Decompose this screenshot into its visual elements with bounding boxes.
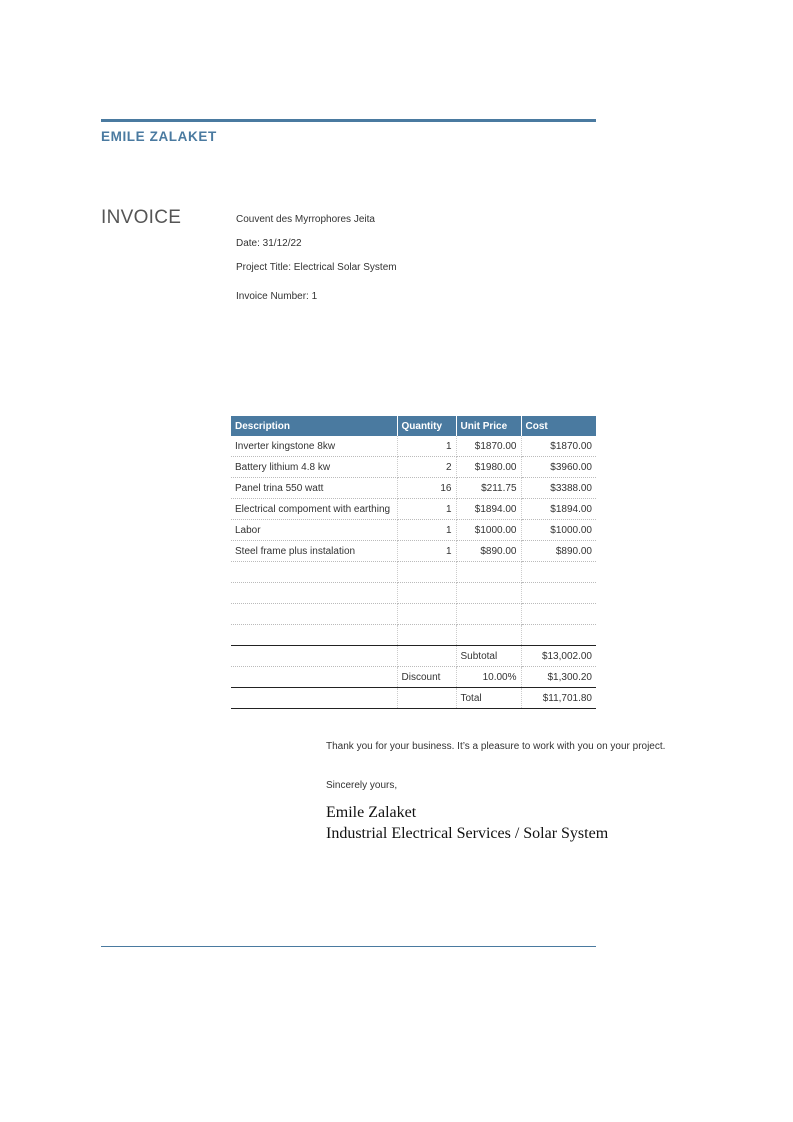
item-unit-price: $211.75 [456, 478, 521, 499]
subtotal-value: $13,002.00 [521, 646, 596, 667]
item-quantity: 2 [397, 457, 456, 478]
item-description: Battery lithium 4.8 kw [231, 457, 397, 478]
subtotal-label: Subtotal [456, 646, 521, 667]
client-address: Couvent des Myrrophores Jeita [236, 214, 375, 225]
item-cost: $3960.00 [521, 457, 596, 478]
project-title: Project Title: Electrical Solar System [236, 262, 397, 273]
item-cost: $1870.00 [521, 436, 596, 457]
item-unit-price: $890.00 [456, 541, 521, 562]
header-description: Description [231, 416, 397, 436]
table-row [231, 478, 596, 499]
subtotal-row [231, 646, 596, 667]
empty-row [231, 583, 596, 604]
empty-row [231, 604, 596, 625]
item-quantity: 1 [397, 541, 456, 562]
item-description: Electrical compoment with earthing [231, 499, 397, 520]
total-value: $11,701.80 [521, 688, 596, 709]
table-row [231, 520, 596, 541]
signature-name: Emile Zalaket [326, 804, 417, 821]
header-rule [101, 119, 596, 122]
item-quantity: 1 [397, 520, 456, 541]
item-unit-price: $1980.00 [456, 457, 521, 478]
closing-salutation: Sincerely yours, [326, 780, 398, 791]
table-row [231, 436, 596, 457]
invoice-table [231, 416, 596, 709]
item-quantity: 1 [397, 436, 456, 457]
discount-value: $1,300.20 [521, 667, 596, 688]
total-label: Total [456, 688, 521, 709]
item-description: Inverter kingstone 8kw [231, 436, 397, 457]
header-cost: Cost [521, 416, 596, 436]
document-title: INVOICE [101, 207, 182, 228]
table-row [231, 541, 596, 562]
item-description: Panel trina 550 watt [231, 478, 397, 499]
invoice-date: Date: 31/12/22 [236, 238, 302, 249]
header-unit-price: Unit Price [456, 416, 521, 436]
brand-name: EMILE ZALAKET [101, 129, 217, 144]
discount-rate: 10.00% [456, 667, 521, 688]
item-unit-price: $1894.00 [456, 499, 521, 520]
discount-label: Discount [397, 667, 456, 688]
item-description: Labor [231, 520, 397, 541]
table-header-row [231, 416, 596, 436]
total-row [231, 688, 596, 709]
discount-row [231, 667, 596, 688]
invoice-number: Invoice Number: 1 [236, 291, 318, 302]
item-cost: $890.00 [521, 541, 596, 562]
empty-row [231, 562, 596, 583]
header-quantity: Quantity [397, 416, 456, 436]
item-cost: $3388.00 [521, 478, 596, 499]
table-row [231, 457, 596, 478]
item-cost: $1000.00 [521, 520, 596, 541]
signature-title: Industrial Electrical Services / Solar System [326, 825, 609, 842]
item-unit-price: $1000.00 [456, 520, 521, 541]
item-description: Steel frame plus instalation [231, 541, 397, 562]
empty-row [231, 625, 596, 646]
item-cost: $1894.00 [521, 499, 596, 520]
footer-rule [101, 946, 596, 947]
item-unit-price: $1870.00 [456, 436, 521, 457]
item-quantity: 1 [397, 499, 456, 520]
item-quantity: 16 [397, 478, 456, 499]
thank-you-note: Thank you for your business. It’s a pleasure to work with you on your project. [326, 741, 666, 752]
table-row [231, 499, 596, 520]
